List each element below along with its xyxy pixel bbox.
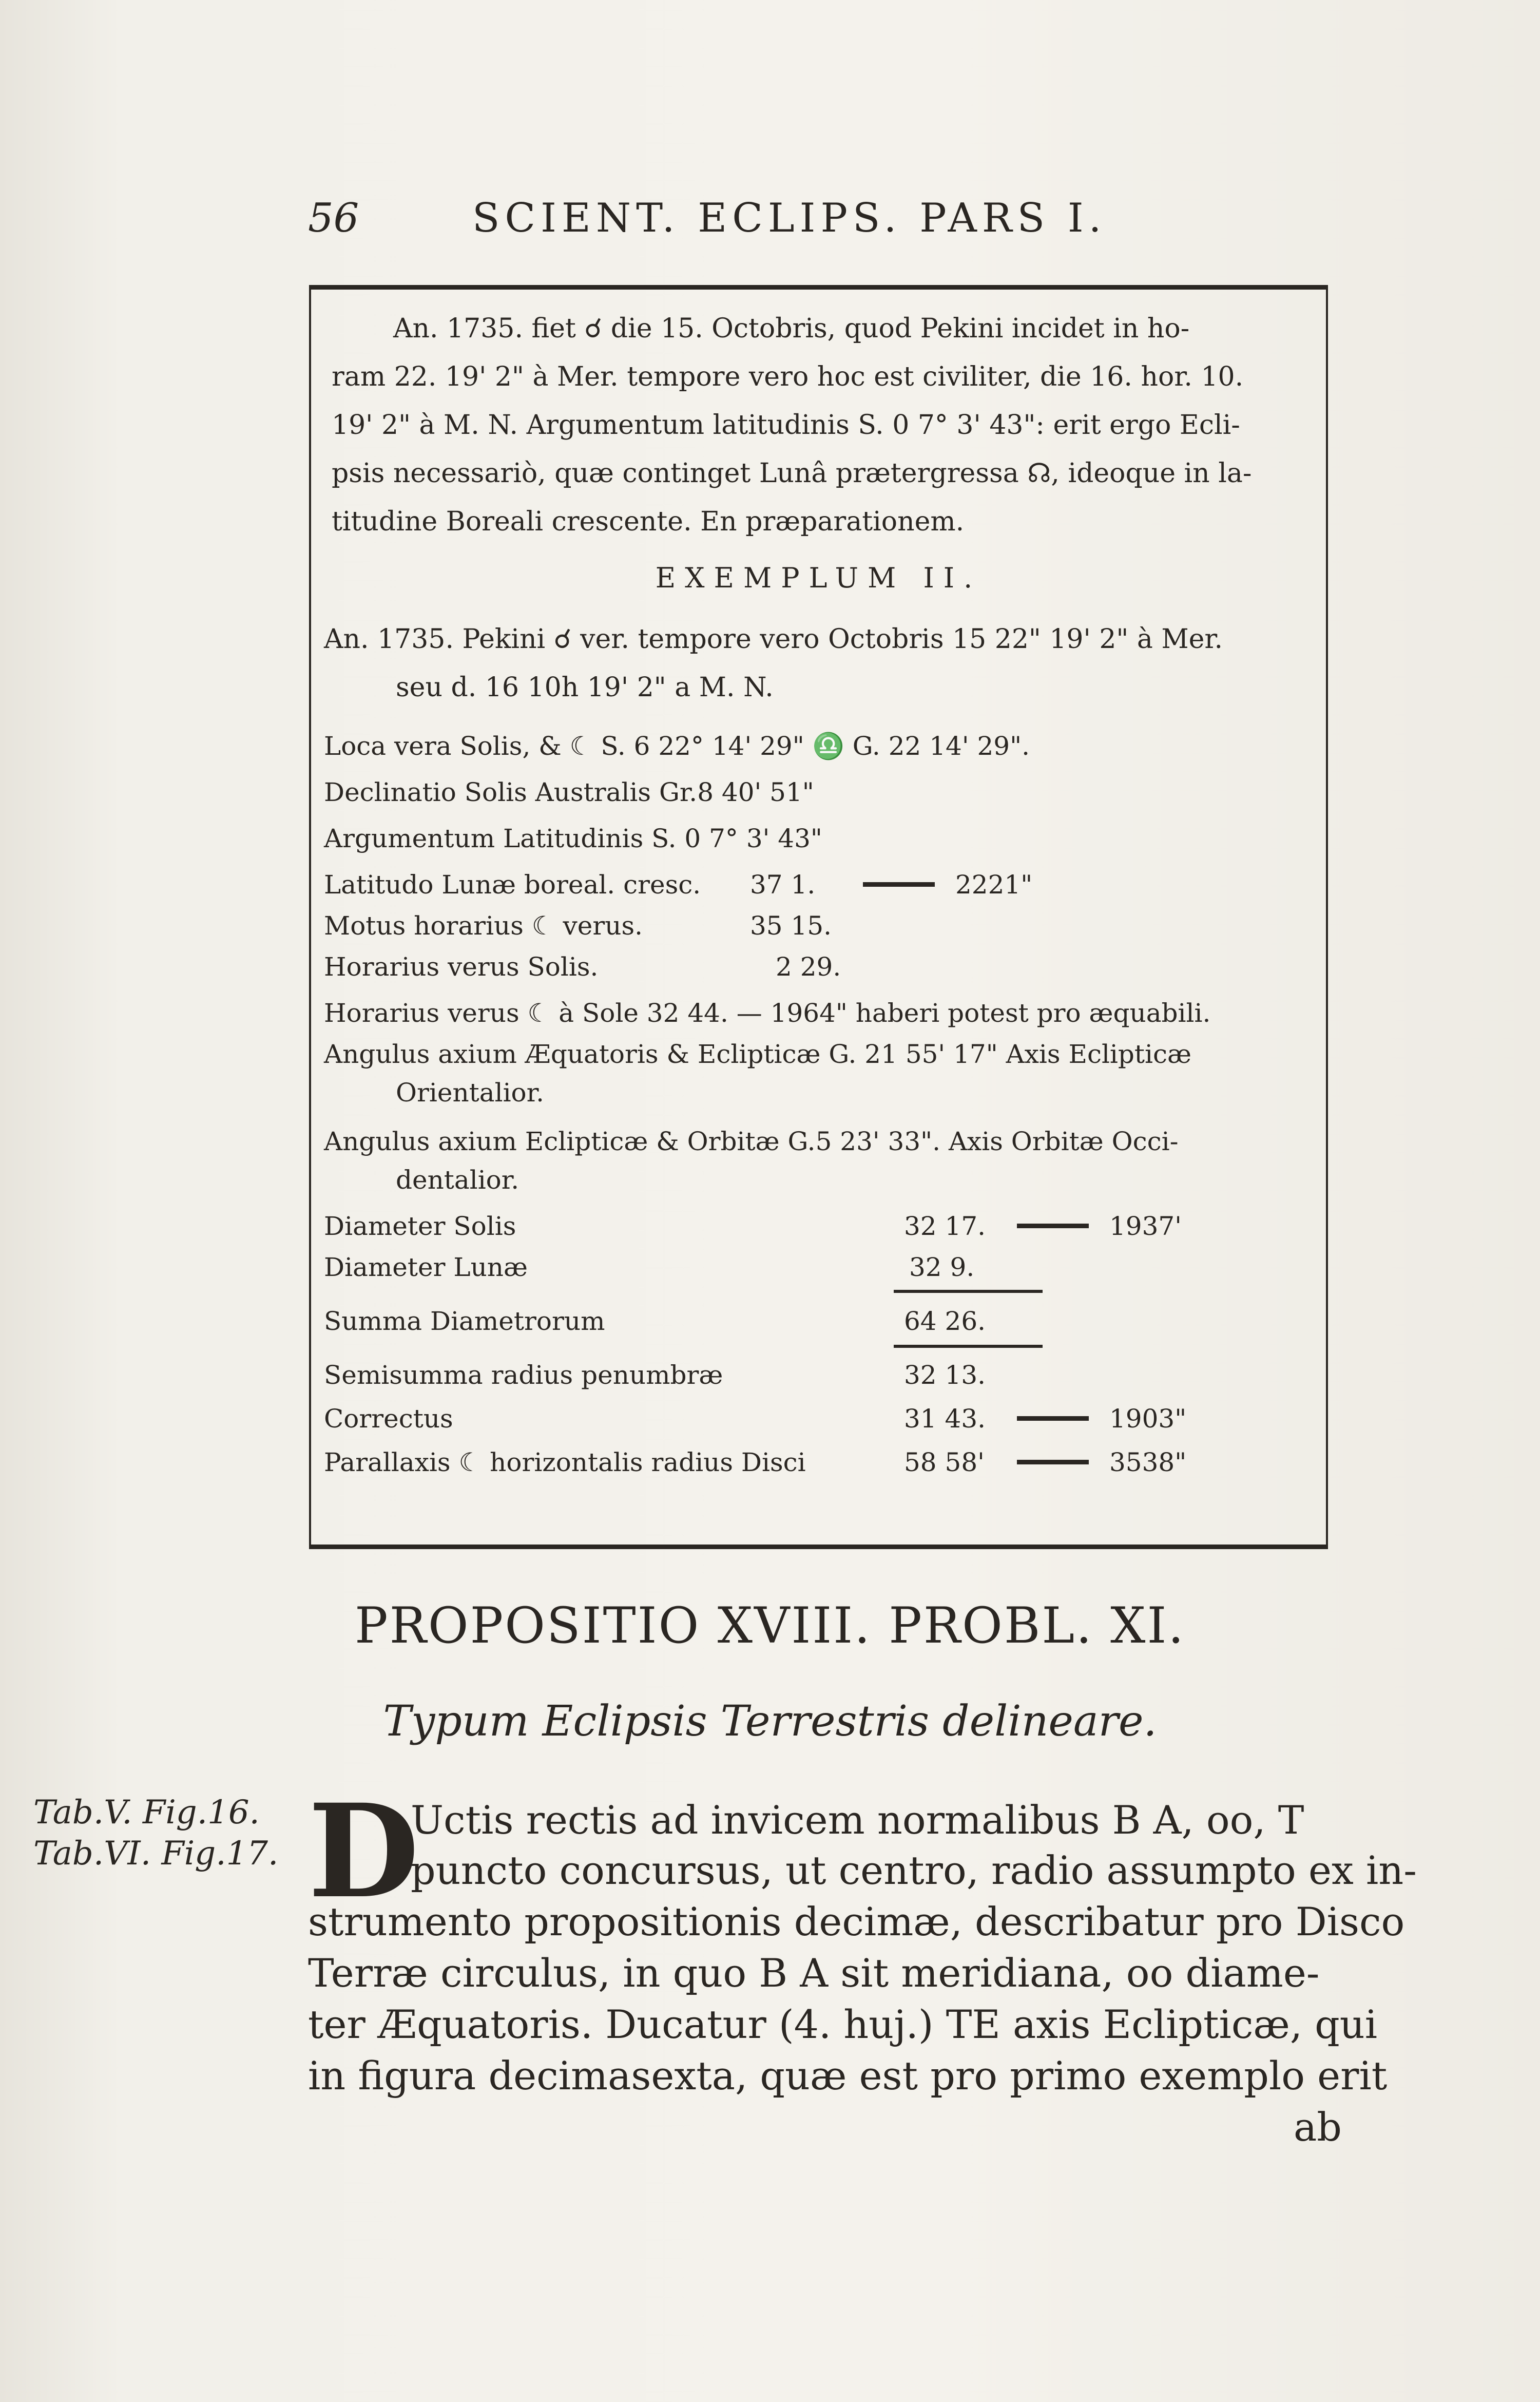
row-label: Correctus <box>324 1404 453 1434</box>
dash-rule <box>1017 1416 1089 1421</box>
row-label: Argumentum Latitudinis S. 0 7° 3' 43" <box>324 824 822 853</box>
row-label: Declinatio Solis Australis Gr.8 40' 51" <box>324 777 814 807</box>
row-value: 35 15. <box>750 911 832 941</box>
page-header <box>308 195 1330 252</box>
row-label: Horarius verus Solis. <box>324 952 599 982</box>
row-value: 2 29. <box>776 952 841 982</box>
row-seconds: 3538" <box>1109 1447 1187 1477</box>
dash-rule <box>1017 1224 1089 1228</box>
example-line: seu d. 16 10h 19' 2" a M. N. <box>396 672 774 703</box>
table-reference: Tab.VI. Fig.17. <box>33 1835 279 1873</box>
row-value: 37 1. <box>750 870 816 900</box>
body-line: in figura decimasexta, quæ est pro primo exemplo erit <box>308 2053 1388 2099</box>
page-number: 56 <box>308 195 359 241</box>
intro-paragraph <box>332 315 1297 557</box>
row-seconds: 1937' <box>1109 1211 1182 1241</box>
running-title: SCIENT. ECLIPS. PARS I. <box>472 195 1107 241</box>
row-value: 32 13. <box>904 1360 986 1390</box>
example-line: An. 1735. Pekini ☌ ver. tempore vero Octobris 15 22" 19' 2" à Mer. <box>324 624 1223 655</box>
row-label: Diameter Lunæ <box>324 1252 528 1282</box>
intro-line: ram 22. 19' 2" à Mer. tempore vero hoc est civiliter, die 16. hor. 10. <box>332 361 1244 392</box>
row-label: Latitudo Lunæ boreal. cresc. <box>324 870 701 900</box>
proposition-subtitle: Typum Eclipsis Terrestris delineare. <box>383 1697 1157 1746</box>
row-value: 31 43. <box>904 1404 986 1434</box>
example-heading: EXEMPLUM II. <box>655 562 982 594</box>
row-label: Motus horarius ☾ verus. <box>324 911 643 941</box>
row-label: Loca vera Solis, & ☾ S. 6 22° 14' 29" ♎ G. 22 14' 29". <box>324 731 1030 761</box>
example-box <box>309 285 1328 1549</box>
body-line: Uctis rectis ad invicem normalibus B A, oo, T <box>411 1797 1304 1843</box>
row-label: Semisumma radius penumbræ <box>324 1360 723 1390</box>
drop-cap: D <box>308 1776 419 1927</box>
body-line: strumento propositionis decimæ, describatur pro Disco <box>308 1899 1405 1945</box>
row-label: Summa Diametrorum <box>324 1306 605 1336</box>
row-label: Parallaxis ☾ horizontalis radius Disci <box>324 1447 806 1477</box>
intro-line: psis necessariò, quæ continget Lunâ prætergressa ☊, ideoque in la- <box>332 458 1252 489</box>
body-line: ter Æquatoris. Ducatur (4. huj.) TE axis Eclipticæ, qui <box>308 2001 1378 2047</box>
margin-references <box>33 1792 278 1874</box>
row-value: 58 58' <box>904 1447 985 1477</box>
intro-line: 19' 2" à M. N. Argumentum latitudinis S. 0 7° 3' 43": erit ergo Ecli- <box>332 410 1240 441</box>
body-line: puncto concursus, ut centro, radio assumpto ex in- <box>411 1847 1417 1893</box>
dash-rule <box>1017 1460 1089 1464</box>
row-seconds: 1903" <box>1109 1404 1187 1434</box>
row-label: dentalior. <box>396 1165 519 1195</box>
example-intro <box>324 626 1289 722</box>
intro-line: An. 1735. fiet ☌ die 15. Octobris, quod Pekini incidet in ho- <box>393 313 1190 344</box>
sum-rule <box>894 1290 1043 1293</box>
row-label: Orientalior. <box>396 1078 544 1108</box>
row-label: Angulus axium Æquatoris & Eclipticæ G. 21 55' 17" Axis Eclipticæ <box>324 1039 1192 1069</box>
row-label: Diameter Solis <box>324 1211 516 1241</box>
sum-rule <box>894 1345 1043 1348</box>
body-line: Terræ circulus, in quo B A sit meridiana, oo diame- <box>308 1950 1320 1996</box>
intro-line: titudine Boreali crescente. En præparationem. <box>332 506 965 537</box>
row-label: Angulus axium Eclipticæ & Orbitæ G.5 23' 33". Axis Orbitæ Occi- <box>324 1127 1179 1156</box>
row-label: Horarius verus ☾ à Sole 32 44. — 1964" haberi potest pro æquabili. <box>324 998 1211 1028</box>
catchword: ab <box>1294 2104 1342 2150</box>
proposition-title: PROPOSITIO XVIII. PROBL. XI. <box>355 1597 1185 1654</box>
row-value: 64 26. <box>904 1306 986 1336</box>
table-reference: Tab.V. Fig.16. <box>33 1794 260 1832</box>
row-value: 32 17. <box>904 1211 986 1241</box>
row-seconds: 2221" <box>955 870 1033 900</box>
row-value: 32 9. <box>909 1252 975 1282</box>
dash-rule <box>863 882 935 887</box>
